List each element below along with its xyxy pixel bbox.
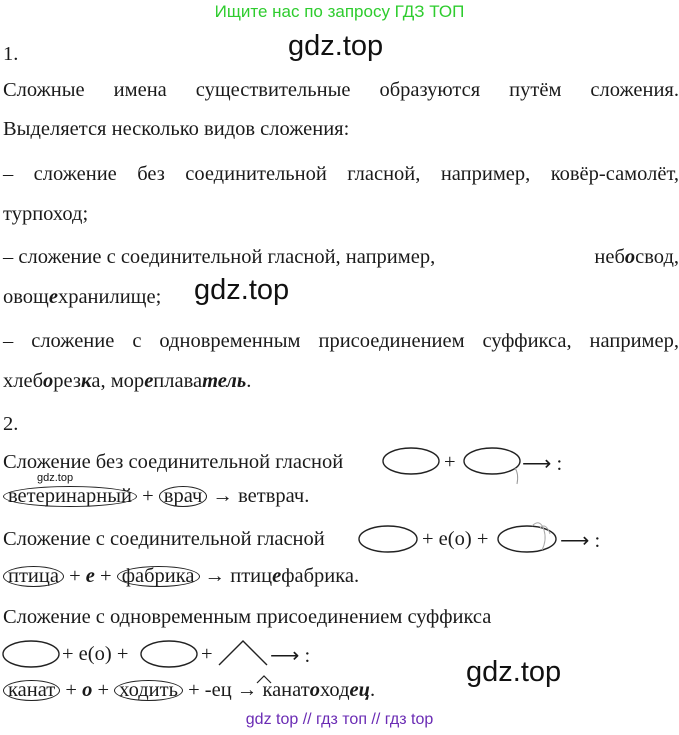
watermark: gdz.top: [466, 656, 562, 688]
section-number-2: 2.: [3, 413, 19, 435]
list-item-3: – сложение с одновременным присоединением суффикса, например,: [3, 330, 679, 352]
example-1: ветеринарный + врач → ветврач.: [3, 485, 309, 508]
watermark: gdz.top: [194, 274, 290, 306]
example-word: овощехранилище;: [3, 286, 162, 308]
example-word: небосвод,: [594, 246, 679, 268]
root-circled: врач: [159, 486, 208, 507]
scheme-title: Сложение без соединительной гласной: [3, 451, 344, 473]
paragraph-line: Сложные имена существительные образуются путём сложения.: [3, 79, 679, 101]
section-number-1: 1.: [3, 43, 19, 65]
scheme-vowel: + е(о) +: [62, 643, 129, 665]
root-oval-icon: [359, 526, 417, 552]
root-oval-icon: [498, 526, 556, 552]
handwriting-mark: [515, 468, 518, 484]
scheme-tail: ⟶ :: [270, 645, 311, 667]
root-circled: птица: [3, 566, 64, 587]
example-words: хлеборезка, мореплаватель.: [3, 370, 252, 392]
root-circled: ходить: [114, 680, 183, 701]
scheme-title: Сложение с соединительной гласной: [3, 528, 325, 550]
example-2: птица + е + фабрика → птицефабрика.: [3, 565, 359, 588]
root-oval-icon: [383, 448, 439, 474]
footer-links[interactable]: gdz top // гдз топ // гдз top: [245, 711, 434, 728]
list-item-1-cont: турпоход;: [3, 203, 89, 225]
scheme-tail: ⟶ :: [560, 530, 601, 552]
root-oval-icon: [464, 448, 520, 474]
root-circled: ветеринарный: [3, 486, 137, 507]
watermark-small: gdz.top: [37, 472, 74, 484]
list-item-2-text: – сложение с соединительной гласной, например,: [3, 246, 436, 268]
scheme-vowel: + е(о) +: [422, 528, 489, 550]
scheme-title: Сложение с одновременным присоединением суффикса: [3, 606, 492, 628]
suffix-icon: [219, 641, 267, 665]
root-circled: фабрика: [117, 566, 200, 587]
root-oval-icon: [3, 641, 59, 667]
plus-sign: +: [201, 643, 213, 665]
paragraph-line: Выделяется несколько видов сложения:: [3, 118, 350, 140]
root-circled: канат: [3, 680, 60, 701]
example-3: канат + о + ходить + -ец → канатоходец.: [3, 679, 375, 702]
top-banner[interactable]: Ищите нас по запросу ГДЗ ТОП: [214, 2, 465, 21]
root-oval-icon: [141, 641, 197, 667]
list-item-1: – сложение без соединительной гласной, например, ковёр-самолёт,: [3, 163, 679, 185]
scheme-tail: ⟶ :: [522, 453, 563, 475]
plus-sign: +: [444, 451, 456, 473]
watermark: gdz.top: [288, 30, 384, 62]
